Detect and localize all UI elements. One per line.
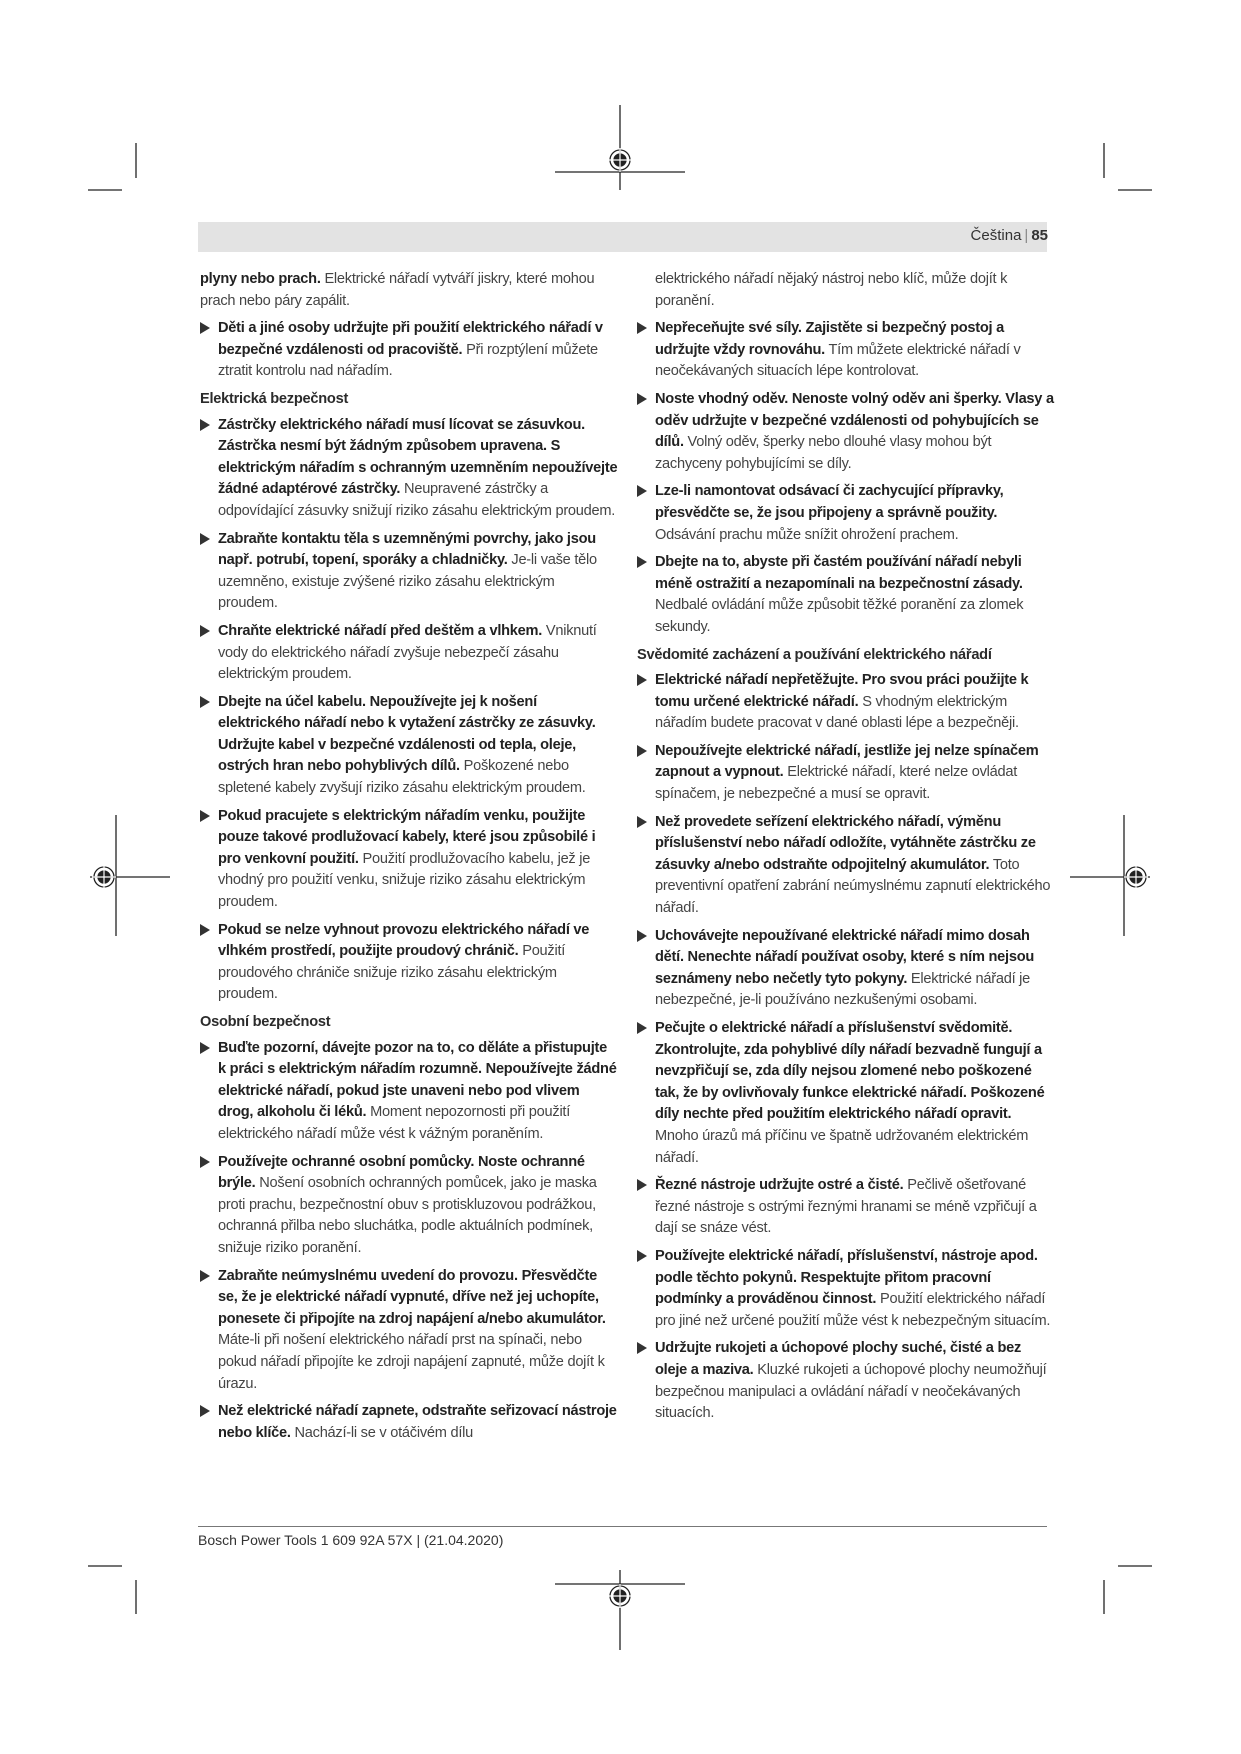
bullet-arrow-icon [200, 625, 210, 637]
bullet-arrow-icon [637, 485, 647, 497]
list-item: Noste vhodný oděv. Nenoste volný oděv ani šperky. Vlasy a oděv udržujte v bezpečné vzdálenosti od pohybujících se dílů. Volný oděv, šperky nebo dlouhé vlasy mohou být zachyceny pohybujícími se díly. [637, 389, 1055, 475]
section-heading-personal: Osobní bezpečnost [200, 1014, 331, 1030]
bullet-arrow-icon [200, 533, 210, 545]
list-item: Než elektrické nářadí zapnete, odstraňte seřizovací nástroje nebo klíče. Nachází-li se v otáčivém dílu [200, 1401, 618, 1444]
header-bar [198, 222, 1047, 252]
list-item: Buďte pozorní, dávejte pozor na to, co děláte a přistupujte k práci s elektrickým nářadím rozumně. Nepoužívejte žádné elektrické nářadí, pokud jste unaveni nebo pod vlivem drog, alkoholu či léků. Moment nepozornosti při použití elektrického nářadí může vést k vážným poraněním. [200, 1038, 618, 1146]
bullet-arrow-icon [637, 745, 647, 757]
list-item: Nepoužívejte elektrické nářadí, jestliže jej nelze spínačem zapnout a vypnout. Elektrické nářadí, které nelze ovládat spínačem, je nebezpečné a musí se opravit. [637, 741, 1055, 806]
bullet-arrow-icon [200, 1042, 210, 1054]
registration-mark-right [1070, 815, 1150, 936]
bullet-arrow-icon [637, 1022, 647, 1034]
paragraph-intro: plyny nebo prach. Elektrické nářadí vytváří jiskry, které mohou prach nebo páry zapálit. [200, 271, 595, 309]
list-item: Zabraňte kontaktu těla s uzemněnými povrchy, jako jsou např. potrubí, topení, sporáky a chladničky. Je-li vaše tělo uzemněno, existuje zvýšené riziko zásahu elektrickým proudem. [200, 529, 618, 615]
bullet-arrow-icon [200, 924, 210, 936]
list-item: Pečujte o elektrické nářadí a příslušenství svědomitě. Zkontrolujte, zda pohyblivé díly nářadí bezvadně fungují a nevzpřičují se, zda díly nejsou zlomené nebo poškozené tak, že by ovlivňovaly funkce elektrické nářadí. Poškozené díly nechte před použitím elektrického nářadí opravit. Mnoho úrazů má příčinu ve špatně udržovaném elektrickém nářadí. [637, 1018, 1055, 1169]
bullet-arrow-icon [637, 393, 647, 405]
footer-rule [198, 1526, 1047, 1527]
list-item: Dbejte na účel kabelu. Nepoužívejte jej k nošení elektrického nářadí nebo k vytažení zástrčky ze zásuvky. Udržujte kabel v bezpečné vzdálenosti od tepla, oleje, ostrých hran nebo pohyblivých dílů. Poškozené nebo spletené kabely zvyšují riziko zásahu elektrickým proudem. [200, 692, 618, 800]
list-item: Řezné nástroje udržujte ostré a čisté. Pečlivě ošetřované řezné nástroje s ostrými řeznými hranami se méně vzpřičují a dají se snáze vést. [637, 1175, 1055, 1240]
paragraph-continued: elektrického nářadí nějaký nástroj nebo klíč, může dojít k poranění. [655, 271, 1008, 309]
section-heading-electrical: Elektrická bezpečnost [200, 390, 349, 407]
bullet-arrow-icon [200, 322, 210, 334]
bullet-arrow-icon [200, 696, 210, 708]
bullet-arrow-icon [637, 816, 647, 828]
list-item: Pokud pracujete s elektrickým nářadím venku, použijte pouze takové prodlužovací kabely, které jsou způsobilé i pro venkovní použití. Použití prodlužovacího kabelu, jež je vhodný pro použití venku, snižuje riziko zásahu elektrickým proudem. [200, 806, 618, 914]
list-item: Než provedete seřízení elektrického nářadí, výměnu příslušenství nebo nářadí odložíte, vytáhněte zástrčku ze zásuvky a/nebo odstraňte odpojitelný akumulátor. Toto preventivní opatření zabrání neúmyslnému zapnutí elektrického nářadí. [637, 812, 1055, 920]
list-item: Pokud se nelze vyhnout provozu elektrického nářadí ve vlhkém prostředí, použijte proudový chránič. Použití proudového chrániče snižuje riziko zásahu elektrickým proudem. [200, 920, 618, 1006]
bullet-arrow-icon [637, 1342, 647, 1354]
registration-mark-top [555, 105, 685, 190]
header-language: Čeština [970, 227, 1022, 244]
bullet-arrow-icon [637, 1250, 647, 1262]
list-item: Zabraňte neúmyslnému uvedení do provozu. Přesvědčte se, že je elektrické nářadí vypnuté, dříve než jej uchopíte, ponesete či připojíte na zdroj napájení a/nebo akumulátor. Máte-li při nošení elektrického nářadí prst na spínači, nebo pokud nářadí připojíte ke zdroji napájení zapnuté, může dojít k úrazu. [200, 1266, 618, 1396]
section-heading-use: Svědomité zacházení a používání elektrického nářadí [637, 646, 992, 663]
running-header [971, 227, 1048, 244]
list-item: Používejte elektrické nářadí, příslušenství, nástroje apod. podle těchto pokynů. Respektujte přitom pracovní podmínky a prováděnou činnost. Použití elektrického nářadí pro jiné než určené použití může vést k nebezpečným situacím. [637, 1246, 1055, 1332]
list-item: Elektrické nářadí nepřetěžujte. Pro svou práci použijte k tomu určené elektrické nářadí. S vhodným elektrickým nářadím budete pracovat v dané oblasti lépe a bezpečněji. [637, 670, 1055, 735]
bullet-arrow-icon [200, 1405, 210, 1417]
list-item: Zástrčky elektrického nářadí musí lícovat se zásuvkou. Zástrčka nesmí být žádným způsobem upravena. S elektrickým nářadím s ochranným uzemněním nepoužívejte žádné adaptérové zástrčky. Neupravené zástrčky a odpovídající zásuvky snižují riziko zásahu elektrickým proudem. [200, 415, 618, 523]
bullet-arrow-icon [637, 674, 647, 686]
bullet-arrow-icon [637, 1179, 647, 1191]
list-item: Chraňte elektrické nářadí před deštěm a vlhkem. Vniknutí vody do elektrického nářadí zvyšuje nebezpečí zásahu elektrickým proudem. [200, 621, 618, 686]
bullet-arrow-icon [637, 556, 647, 568]
registration-mark-bottom [555, 1570, 685, 1650]
list-item: Lze-li namontovat odsávací či zachycující přípravky, přesvědčte se, že jsou připojeny a správně použity. Odsávání prachu může snížit ohrožení prachem. [637, 481, 1055, 546]
bullet-arrow-icon [200, 1156, 210, 1168]
registration-mark-left [90, 815, 170, 936]
bullet-arrow-icon [200, 1270, 210, 1282]
list-item: Děti a jiné osoby udržujte při použití elektrického nářadí v bezpečné vzdálenosti od pracoviště. Při rozptýlení můžete ztratit kontrolu nad nářadím. [200, 318, 618, 383]
footer-text: Bosch Power Tools 1 609 92A 57X | (21.04.2020) [198, 1532, 504, 1548]
list-item: Uchovávejte nepoužívané elektrické nářadí mimo dosah dětí. Nenechte nářadí používat osoby, které s ním nejsou seznámeny nebo nečetly tyto pokyny. Elektrické nářadí je nebezpečné, je-li používáno nezkušenými osobami. [637, 926, 1055, 1012]
page-number: 85 [1031, 227, 1048, 244]
bullet-arrow-icon [637, 322, 647, 334]
header-separator: | [1024, 227, 1029, 244]
list-item: Používejte ochranné osobní pomůcky. Noste ochranné brýle. Nošení osobních ochranných pomůcek, jako je maska proti prachu, bezpečnostní obuv s protiskluzovou podrážkou, ochranná přilba nebo sluchátka, podle aktuálních podmínek, snižuje riziko poranění. [200, 1152, 618, 1260]
bullet-arrow-icon [200, 810, 210, 822]
list-item: Nepřeceňujte své síly. Zajistěte si bezpečný postoj a udržujte vždy rovnováhu. Tím můžete elektrické nářadí v neočekávaných situacích lépe kontrolovat. [637, 318, 1055, 383]
right-column [637, 269, 1055, 1431]
bullet-arrow-icon [200, 419, 210, 431]
left-column [200, 269, 618, 1450]
list-item: Dbejte na to, abyste při častém používání nářadí nebyli méně ostražití a nezapomínali na bezpečnostní zásady. Nedbalé ovládání může způsobit těžké poranění za zlomek sekundy. [637, 552, 1055, 638]
list-item: Udržujte rukojeti a úchopové plochy suché, čisté a bez oleje a maziva. Kluzké rukojeti a úchopové plochy neumožňují bezpečnou manipulaci a ovládání nářadí v neočekávaných situacích. [637, 1338, 1055, 1424]
bullet-arrow-icon [637, 930, 647, 942]
